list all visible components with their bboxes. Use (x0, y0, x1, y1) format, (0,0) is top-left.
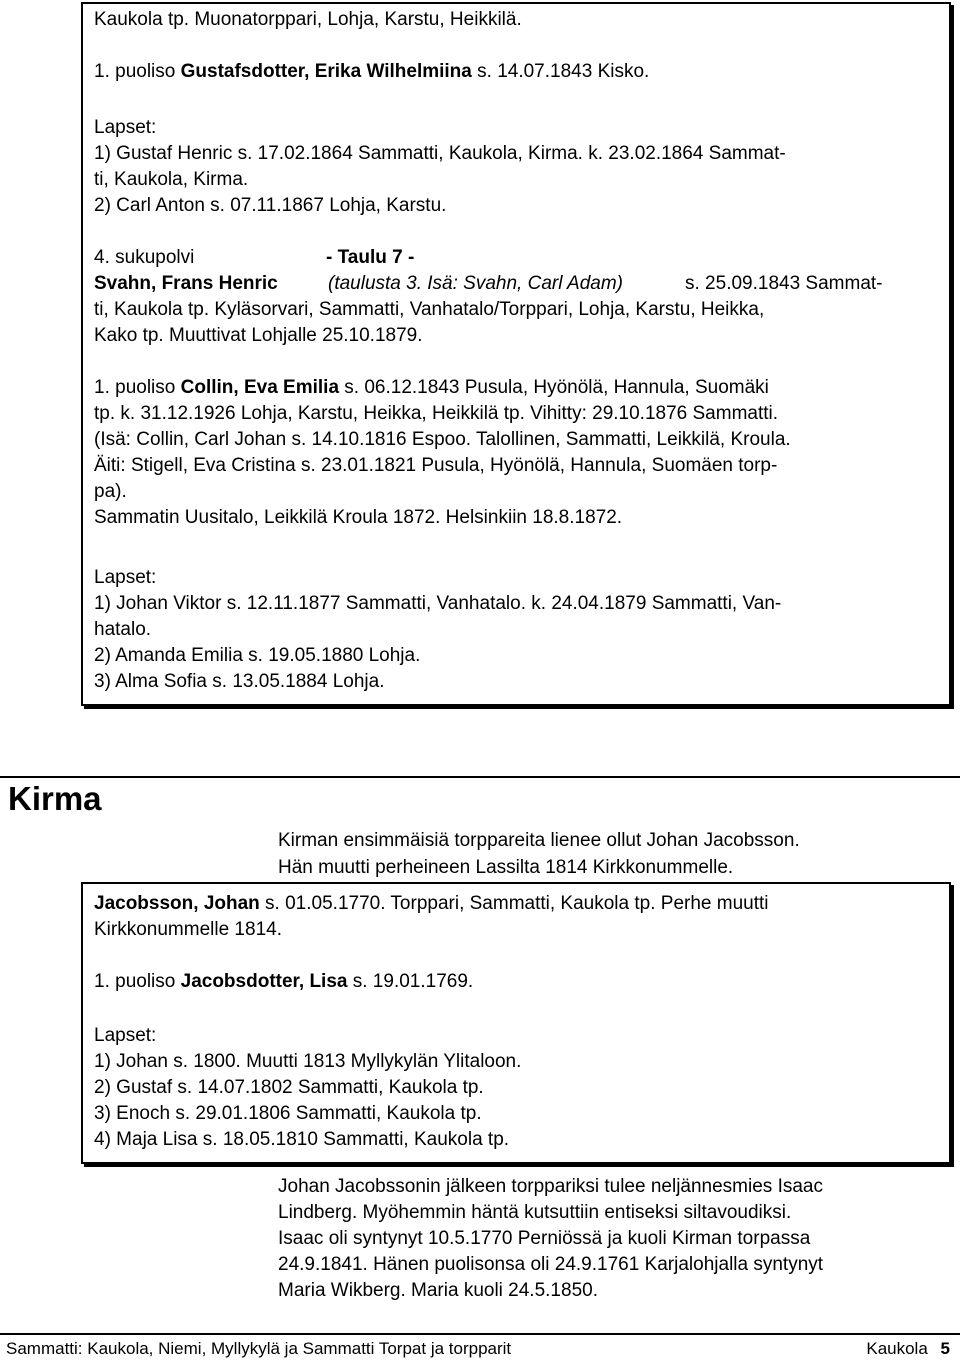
text-line: 2) Gustaf s. 14.07.1802 Sammatti, Kaukola tp. (94, 1077, 484, 1098)
spouse-prefix: 1. puoliso (94, 61, 181, 82)
section-rule (0, 776, 960, 778)
person-name: Svahn, Frans Henric (94, 273, 278, 294)
page-number: 5 (940, 1339, 950, 1358)
person-line (94, 891, 769, 917)
text-line: ti, Kaukola, Kirma. (94, 169, 249, 190)
footer-page (866, 1336, 950, 1362)
person-line (94, 271, 278, 297)
generation-label: 4. sukupolvi (94, 247, 195, 268)
children-heading: Lapset: (94, 117, 157, 138)
text-line: ti, Kaukola tp. Kyläsorvari, Sammatti, Vanhatalo/Torppari, Lohja, Karstu, Heikka, (94, 299, 765, 320)
spouse-details: s. 06.12.1843 Pusula, Hyönölä, Hannula, Suomäki (339, 377, 769, 398)
parent-reference: (taulusta 3. Isä: Svahn, Carl Adam) (328, 273, 623, 294)
text-line: Äiti: Stigell, Eva Cristina s. 23.01.1821 Pusula, Hyönölä, Hannula, Suomäen torp- (94, 455, 778, 476)
outro-line: 24.9.1841. Hänen puolisonsa oli 24.9.1761 Karjalohjalla syntynyt (278, 1254, 824, 1275)
spouse-prefix: 1. puoliso (94, 377, 181, 398)
spouse-name: Jacobsdotter, Lisa (180, 971, 348, 992)
section-intro: Hän muutti perheineen Lassilta 1814 Kirkkonummelle. (278, 857, 734, 878)
text-line: (Isä: Collin, Carl Johan s. 14.10.1816 Espoo. Talollinen, Sammatti, Leikkilä, Kroula. (94, 429, 791, 450)
spouse-details: s. 14.07.1843 Kisko. (471, 61, 650, 82)
spouse-details: s. 19.01.1769. (347, 971, 474, 992)
text-line: pa). (94, 481, 127, 502)
person-details: s. 25.09.1843 Sammat- (685, 273, 883, 294)
table-label: - Taulu 7 - (326, 247, 415, 268)
text-line: Kako tp. Muuttivat Lohjalle 25.10.1879. (94, 325, 423, 346)
text-line: 2) Amanda Emilia s. 19.05.1880 Lohja. (94, 645, 421, 666)
text-line: tp. k. 31.12.1926 Lohja, Karstu, Heikka, Heikkilä tp. Vihitty: 29.10.1876 Sammatti. (94, 403, 779, 424)
text-line: Kirkkonummelle 1814. (94, 919, 282, 940)
text-line: 1) Johan s. 1800. Muutti 1813 Myllykylän Ylitaloon. (94, 1051, 522, 1072)
footer-section-label: Kaukola (866, 1339, 928, 1358)
outro-line: Isaac oli syntynyt 10.5.1770 Perniössä ja kuoli Kirman torpassa (278, 1228, 811, 1249)
section-title: Kirma (8, 780, 102, 817)
section-intro: Kirman ensimmäisiä torppareita lienee ollut Johan Jacobsson. (278, 830, 800, 851)
text-line: 1) Gustaf Henric s. 17.02.1864 Sammatti, Kaukola, Kirma. k. 23.02.1864 Sammat- (94, 143, 786, 164)
text-line: 1) Johan Viktor s. 12.11.1877 Sammatti, Vanhatalo. k. 24.04.1879 Sammatti, Van- (94, 593, 782, 614)
text-line: hatalo. (94, 619, 152, 640)
person-details: s. 01.05.1770. Torppari, Sammatti, Kaukola tp. Perhe muutti (259, 893, 769, 914)
person-name: Jacobsson, Johan (94, 893, 260, 914)
spouse-name: Gustafsdotter, Erika Wilhelmiina (180, 61, 472, 82)
text-line: 2) Carl Anton s. 07.11.1867 Lohja, Karstu. (94, 195, 447, 216)
text-line: 3) Enoch s. 29.01.1806 Sammatti, Kaukola tp. (94, 1103, 482, 1124)
spouse-line (94, 375, 769, 401)
spouse-line (94, 59, 649, 85)
text-line: Sammatin Uusitalo, Leikkilä Kroula 1872. Helsinkiin 18.8.1872. (94, 507, 623, 528)
outro-line: Johan Jacobssonin jälkeen torppariksi tulee neljännesmies Isaac (278, 1176, 823, 1197)
children-heading: Lapset: (94, 567, 157, 588)
spouse-name: Collin, Eva Emilia (180, 377, 340, 398)
outro-line: Lindberg. Myöhemmin häntä kutsuttiin entiseksi siltavoudiksi. (278, 1202, 792, 1223)
outro-line: Maria Wikberg. Maria kuoli 24.5.1850. (278, 1280, 598, 1301)
spouse-line (94, 969, 473, 995)
text-line: Kaukola tp. Muonatorppari, Lohja, Karstu, Heikkilä. (94, 9, 522, 30)
footer-rule (0, 1333, 960, 1335)
children-heading: Lapset: (94, 1025, 157, 1046)
spouse-prefix: 1. puoliso (94, 971, 181, 992)
text-line: 3) Alma Sofia s. 13.05.1884 Lohja. (94, 671, 385, 692)
footer-title: Sammatti: Kaukola, Niemi, Myllykylä ja Sammatti Torpat ja torpparit (6, 1339, 512, 1358)
text-line: 4) Maja Lisa s. 18.05.1810 Sammatti, Kaukola tp. (94, 1129, 510, 1150)
